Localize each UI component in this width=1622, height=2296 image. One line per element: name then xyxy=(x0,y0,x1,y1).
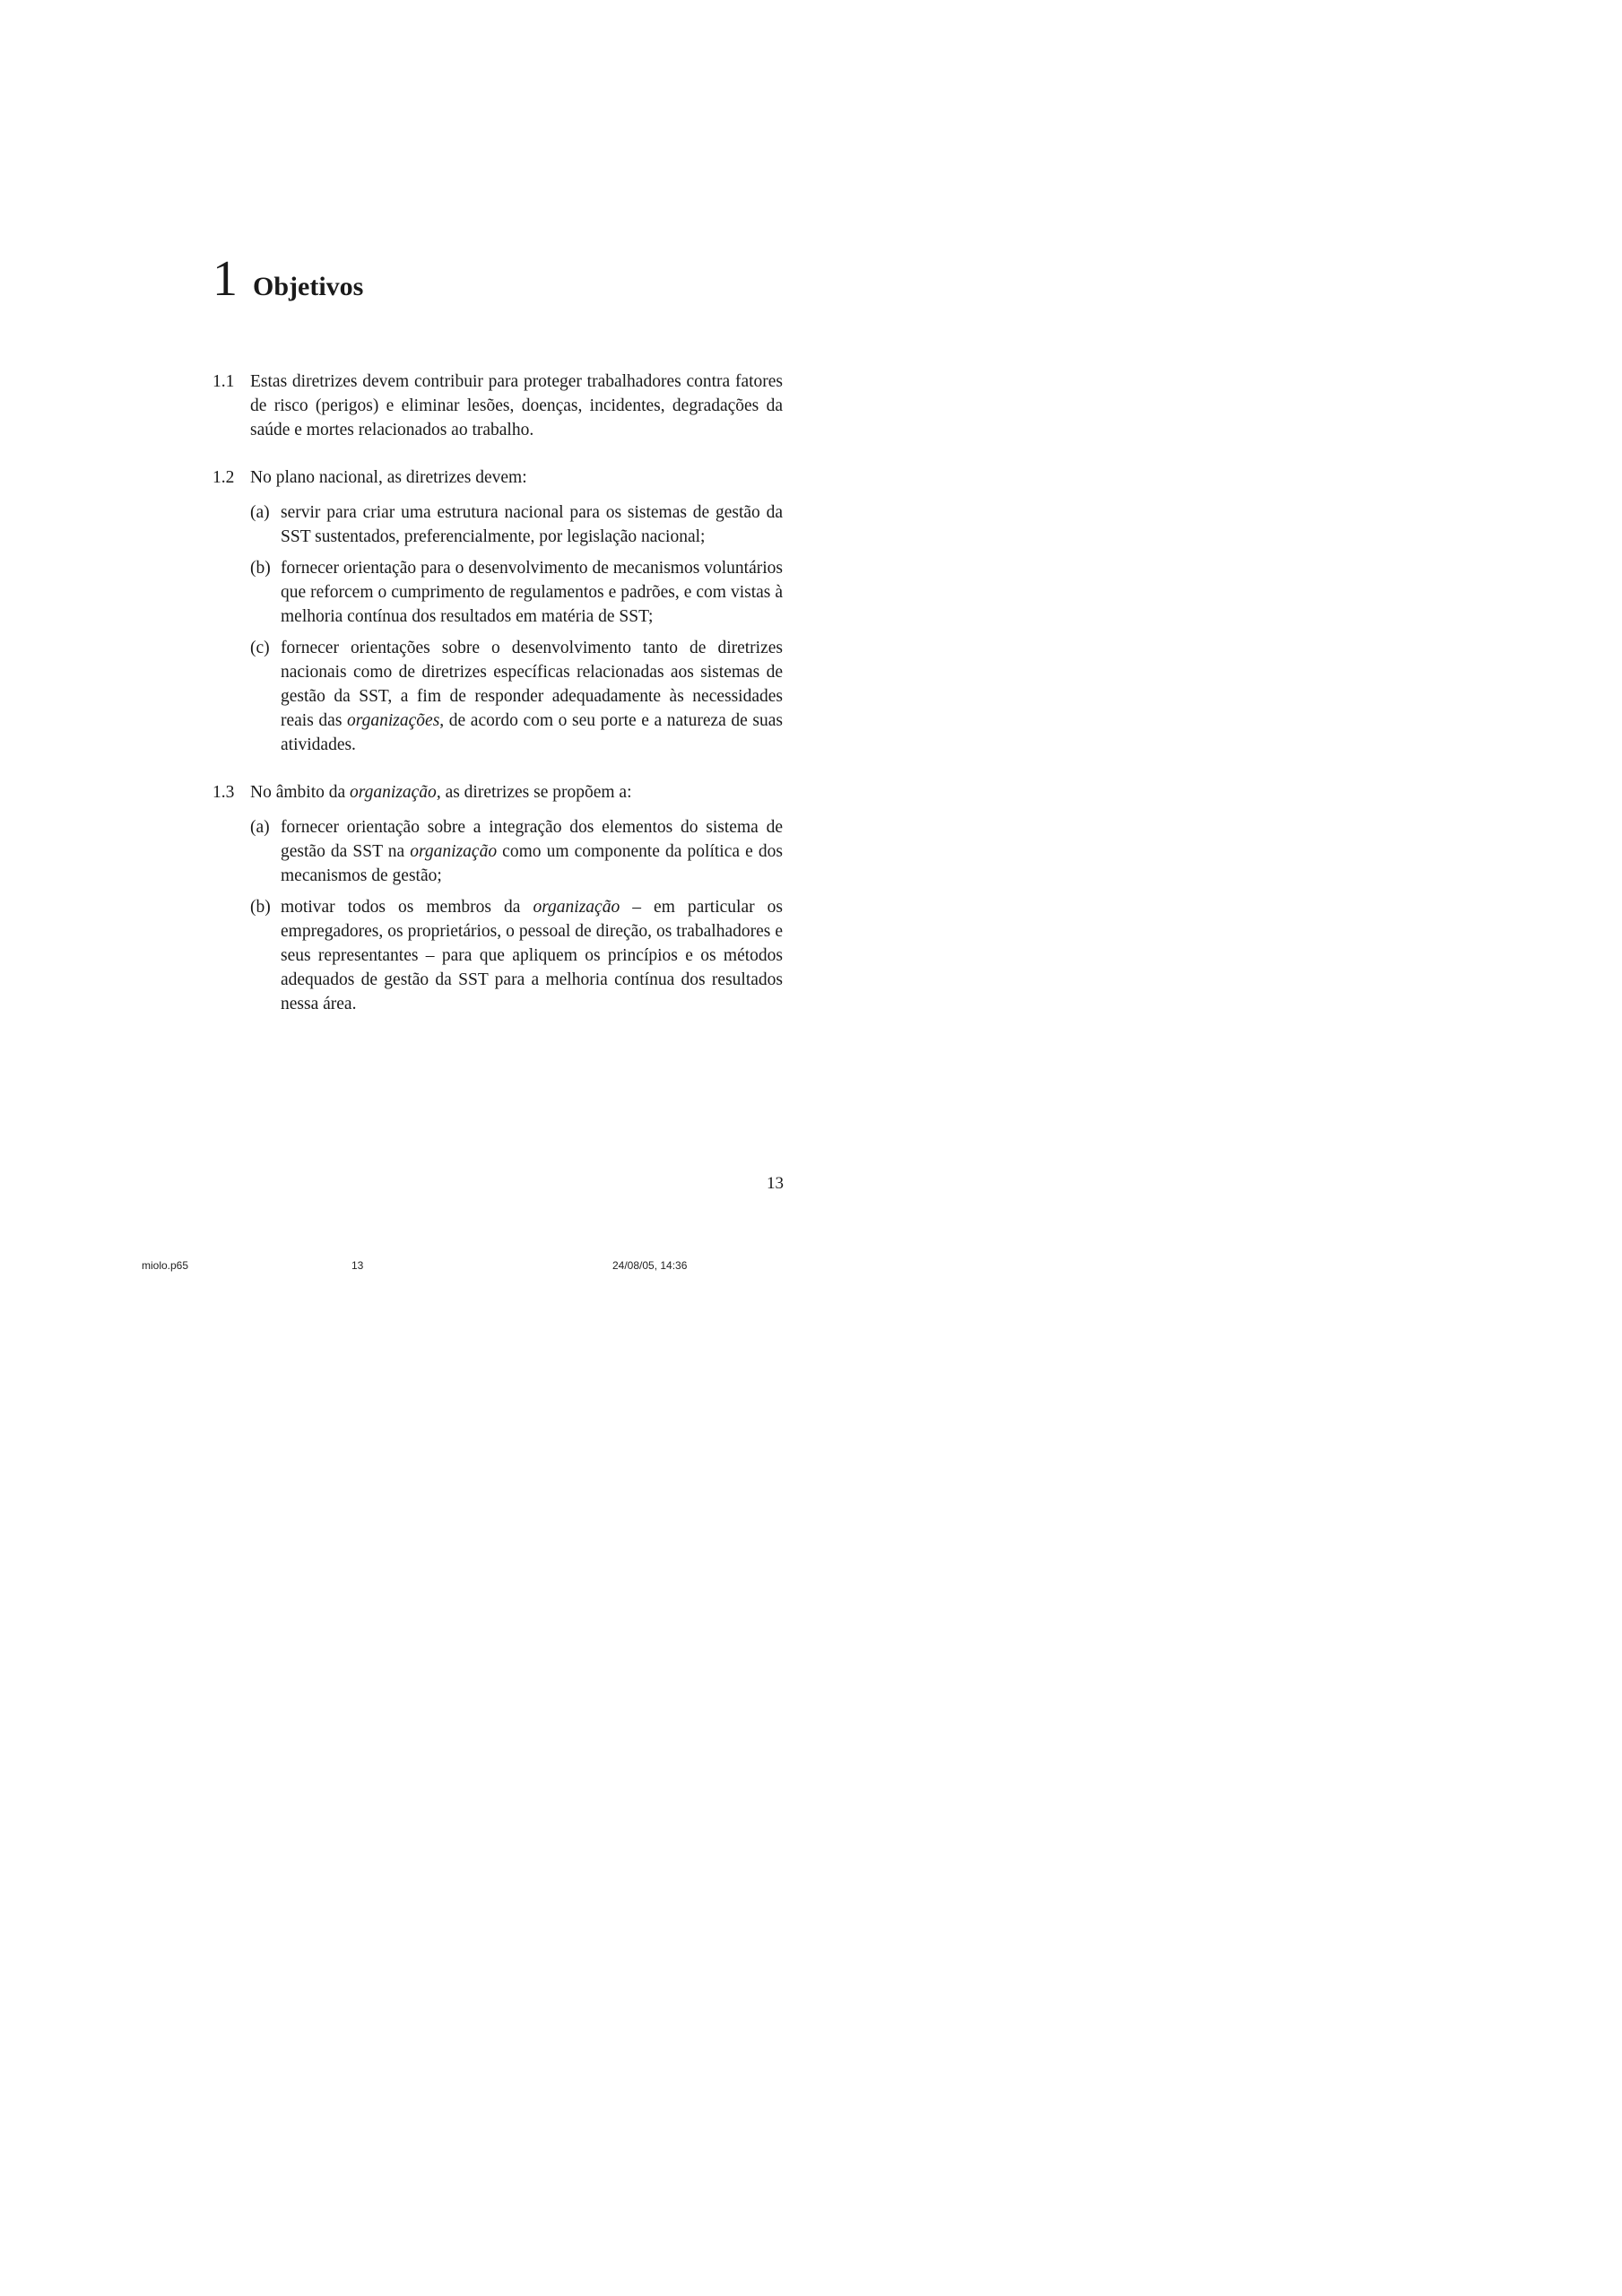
section-1-2 xyxy=(213,465,783,757)
item-text: fornecer orientação para o desenvolvimento de mecanismos voluntários que reforcem o cumprimento de regulamentos e padrões, e com vistas à melhoria contínua dos resultados em matéria de SST; xyxy=(281,559,783,626)
section-text: Estas diretrizes devem contribuir para proteger trabalhadores contra fatores de risco (perigos) e eliminar lesões, doenças, incidentes, degradações da saúde e mortes relacionados ao trabalho. xyxy=(250,372,783,439)
list-item xyxy=(250,500,783,549)
item-text: – em particular os empregadores, os proprietários, o pessoal de direção, os trabalhadores e seus representantes – para que apliquem os princípios e os métodos adequados de gestão da SST para a melhoria contínua dos resultados nessa área. xyxy=(281,898,783,1013)
section-intro: No plano nacional, as diretrizes devem: xyxy=(250,468,527,487)
section-number: 1.1 xyxy=(213,372,235,391)
item-list xyxy=(250,500,783,757)
section-number: 1.2 xyxy=(213,468,235,487)
item-text: , de acordo com o seu porte e a natureza de suas atividades. xyxy=(281,711,783,754)
item-text: servir para criar uma estrutura nacional para os sistemas de gestão da SST sustentados, preferencialmente, por legislação nacional; xyxy=(281,503,783,546)
body-text xyxy=(213,370,783,1039)
footer-filename: miolo.p65 xyxy=(142,1259,189,1272)
list-item xyxy=(250,636,783,757)
section-number: 1.3 xyxy=(213,783,235,802)
item-text: motivar todos os membros da xyxy=(281,898,533,917)
document-page xyxy=(0,0,994,1406)
item-label: (b) xyxy=(250,898,271,917)
section-1-1 xyxy=(213,370,783,442)
footer-timestamp: 24/08/05, 14:36 xyxy=(612,1259,688,1272)
list-item xyxy=(250,815,783,888)
item-text: fornecer orientação sobre a integração dos elementos do sistema de gestão da SST na xyxy=(281,818,783,861)
item-text-italic: organização xyxy=(410,842,498,861)
footer-page-number: 13 xyxy=(351,1259,364,1272)
chapter-number: 1 xyxy=(213,251,238,307)
item-label: (b) xyxy=(250,559,271,578)
chapter-heading xyxy=(213,251,364,307)
section-intro: , as diretrizes se propõem a: xyxy=(436,783,632,802)
item-label: (c) xyxy=(250,639,270,657)
section-intro: No âmbito da xyxy=(250,783,351,802)
chapter-title: Objetivos xyxy=(253,272,364,301)
section-1-3 xyxy=(213,780,783,1016)
item-label: (a) xyxy=(250,503,270,522)
page-number: 13 xyxy=(767,1174,784,1193)
item-label: (a) xyxy=(250,818,270,837)
list-item xyxy=(250,895,783,1016)
item-text: fornecer orientações sobre o desenvolvimento tanto de diretrizes nacionais como de diretrizes específicas relacionadas aos sistemas de gestão da SST, a fim de responder adequadamente às necessidades reais das xyxy=(281,639,783,730)
item-list xyxy=(250,815,783,1016)
list-item xyxy=(250,556,783,629)
item-text-italic: organizações xyxy=(347,711,440,730)
item-text: como um componente da política e dos mecanismos de gestão; xyxy=(281,842,783,885)
section-intro-italic: organização xyxy=(350,783,437,802)
item-text-italic: organização xyxy=(533,898,620,917)
